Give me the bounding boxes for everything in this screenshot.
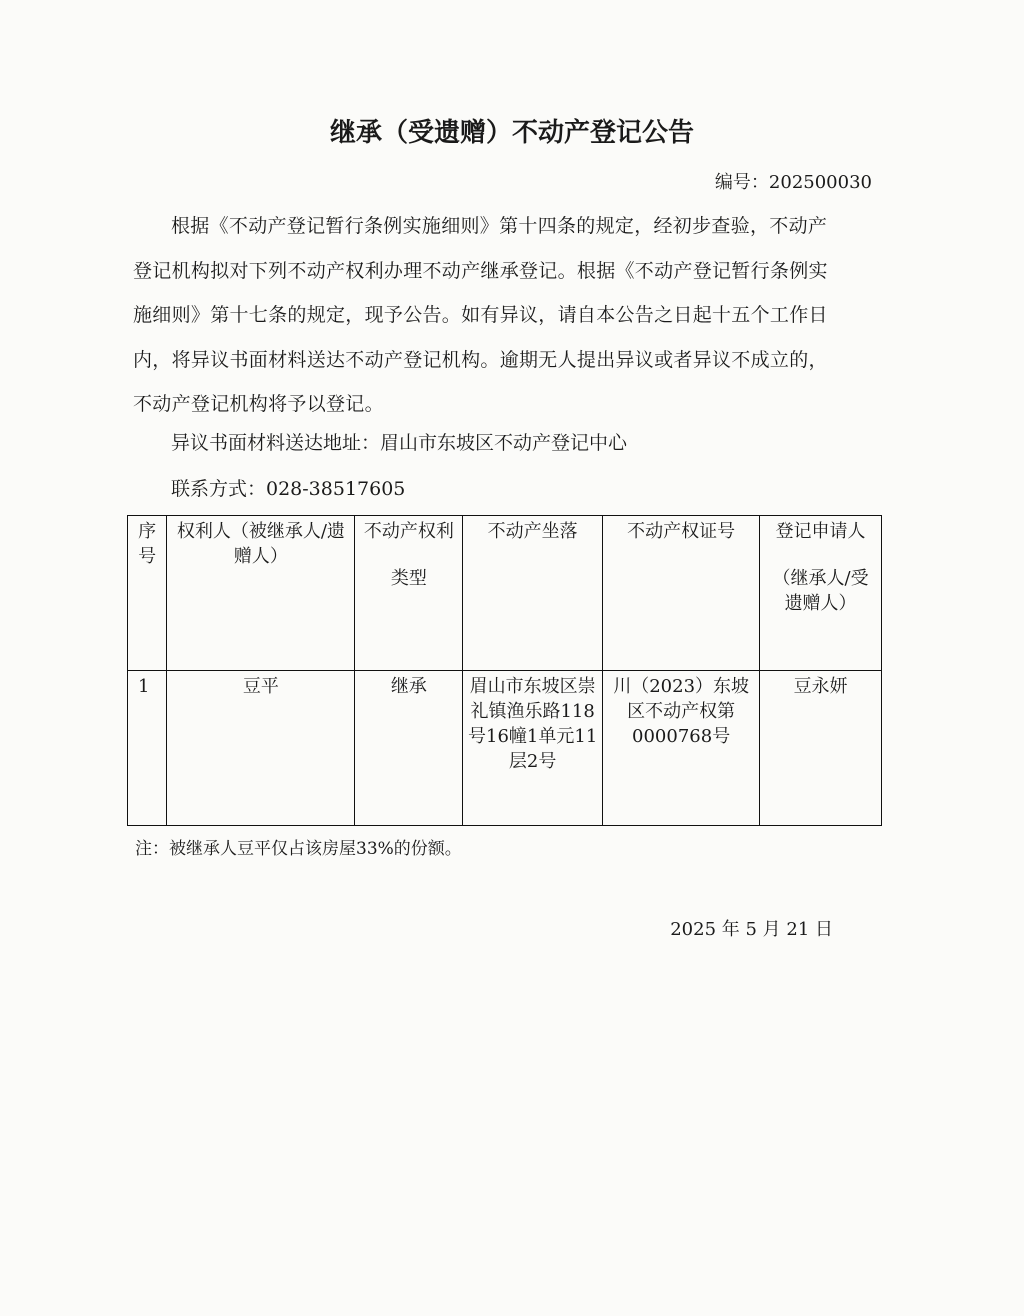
header-applicant <box>760 516 882 671</box>
cell-applicant: 豆永妍 <box>760 671 882 826</box>
header-no-line2: 号 <box>138 546 157 567</box>
header-location: 不动产坐落 <box>463 516 603 671</box>
header-no <box>128 516 167 671</box>
registration-table <box>127 515 882 826</box>
header-applicant-line2: （继承人/受遗赠人） <box>772 568 869 614</box>
contact-info: 联系方式：028-38517605 <box>171 478 406 500</box>
header-applicant-line1: 登记申请人 <box>775 521 866 542</box>
table-note: 注：被继承人豆平仅占该房屋33%的份额。 <box>135 839 462 859</box>
header-right-type <box>355 516 463 671</box>
cell-location: 眉山市东坡区崇礼镇渔乐路118号16幢1单元11层2号 <box>463 671 603 826</box>
announcement-date: 2025 年 5 月 21 日 <box>670 919 833 940</box>
header-type-line2: 类型 <box>390 568 427 589</box>
announcement-body: 根据《不动产登记暂行条例实施细则》第十四条的规定，经初步查验，不动产登记机构拟对下列不动产权利办理不动产继承登记。根据《不动产登记暂行条例实施细则》第十七条的规定，现予公告。如有异议，请自本公告之日起十五个工作日内，将异议书面材料送达不动产登记机构。逾期无人提出异议或者异议不成立的，不动产登记机构将予以登记。 <box>133 215 828 415</box>
cell-cert: 川（2023）东坡区不动产权第0000768号 <box>603 671 760 826</box>
objection-address: 异议书面材料送达地址：眉山市东坡区不动产登记中心 <box>171 432 628 454</box>
table-row <box>128 671 882 826</box>
header-no-line1: 序 <box>138 521 157 542</box>
cell-right-type: 继承 <box>355 671 463 826</box>
header-cert: 不动产权证号 <box>603 516 760 671</box>
document-number: 编号：202500030 <box>714 172 872 193</box>
header-type-line1: 不动产权利 <box>363 521 454 542</box>
cell-right-holder: 豆平 <box>167 671 355 826</box>
table-header-row <box>128 516 882 671</box>
cell-no: 1 <box>128 671 167 826</box>
page-title: 继承（受遗赠）不动产登记公告 <box>329 118 694 148</box>
header-right-holder: 权利人（被继承人/遗赠人） <box>167 516 355 671</box>
